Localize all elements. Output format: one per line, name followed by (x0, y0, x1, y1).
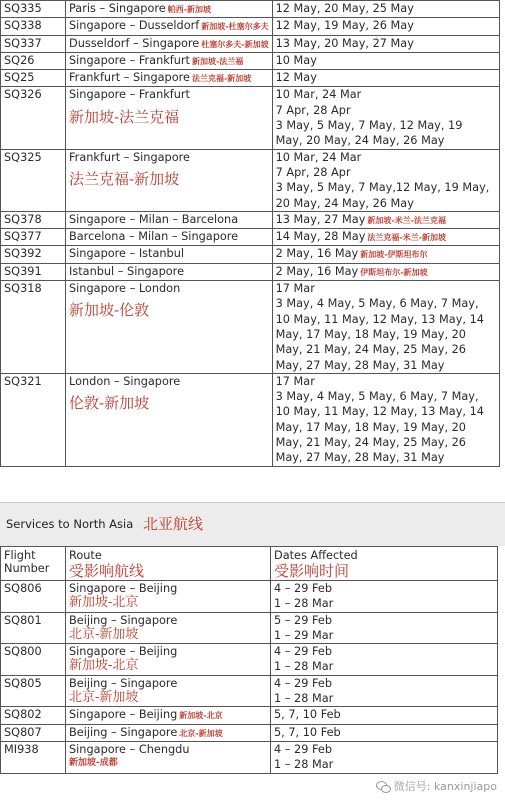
dates-cell (272, 149, 499, 211)
dates: 2 May, 16 May (275, 264, 359, 278)
route: Singapore – London (69, 282, 181, 296)
route-zh: 法兰克福-新加坡 (69, 169, 180, 188)
dates-cell (272, 281, 499, 374)
section-header-north-asia (0, 502, 505, 546)
route: Singapore – Frankfurt (69, 53, 190, 67)
flight-number: SQ806 (1, 581, 66, 613)
date-line: 4 – 29 Feb (274, 742, 332, 756)
dates-cell: 10 May (272, 52, 499, 69)
route-zh: 新加坡-北京 (69, 595, 139, 611)
route-zh: 帕西-新加坡 (167, 4, 212, 14)
table-row (1, 281, 500, 374)
route-zh: 伦敦-新加坡 (69, 394, 150, 413)
flight-number: SQ26 (1, 52, 66, 69)
route-zh: 新加坡-成都 (69, 758, 118, 769)
route-zh: 北京-新加坡 (69, 626, 139, 642)
wechat-icon (376, 781, 390, 792)
route-cell (66, 373, 273, 466)
route: London – Singapore (69, 374, 181, 388)
dates: 13 May, 27 May (275, 212, 366, 226)
route-cell (66, 281, 273, 374)
table-row (1, 52, 500, 69)
table-row (1, 263, 500, 280)
flight-number: SQ378 (1, 211, 66, 228)
route-zh: 新加坡-法兰克福 (69, 107, 180, 126)
dates-cell: 12 May, 19 May, 26 May (272, 18, 499, 35)
flight-number: SQ392 (1, 246, 66, 263)
flight-header (1, 547, 66, 581)
table-row (1, 373, 500, 466)
dates-header-zh: 受影响时间 (274, 562, 350, 580)
date-line: 3 May, 4 May, 5 May, 6 May, 7 May, (275, 297, 479, 311)
date-line: 1 – 28 Mar (274, 758, 334, 772)
date-line: 7 Apr, 28 Apr (275, 165, 351, 179)
flight-number: SQ338 (1, 18, 66, 35)
flight-number: SQ335 (1, 1, 66, 18)
date-line: 3 May, 5 May, 7 May,12 May, 19 May, (275, 181, 490, 195)
flight-number: SQ321 (1, 373, 66, 466)
watermark (376, 778, 497, 794)
table-header-row (1, 547, 498, 581)
route-cell (66, 644, 271, 676)
dates-cell: 5, 7, 10 Feb (271, 707, 498, 724)
date-line: 10 Mar, 24 Mar (275, 88, 362, 102)
date-line: 1 – 29 Mar (274, 628, 334, 642)
route-cell (66, 707, 271, 724)
date-line: 7 Apr, 28 Apr (275, 103, 351, 117)
flight-number: SQ377 (1, 229, 66, 246)
date-line: 1 – 28 Mar (274, 660, 334, 674)
route-cell (66, 149, 273, 211)
date-line: 1 – 28 Mar (274, 692, 334, 706)
table-row (1, 149, 500, 211)
route: Singapore – Beijing (69, 708, 178, 722)
route: Singapore – Dusseldorf (69, 19, 200, 33)
table-row (1, 229, 500, 246)
date-line: 5 – 29 Feb (274, 613, 332, 627)
section-title-zh: 北亚航线 (143, 515, 204, 533)
table-row (1, 70, 500, 87)
dates-cell (272, 87, 499, 149)
flight-header-l1: Flight (4, 549, 36, 562)
route-cell (66, 581, 271, 613)
route: Singapore – Istanbul (66, 246, 273, 263)
flight-number: SQ326 (1, 87, 66, 149)
date-line: 10 Mar, 24 Mar (275, 150, 362, 164)
dates-cell (272, 263, 499, 280)
table-row (1, 18, 500, 35)
route-zh: 伊斯坦布尔-新加坡 (360, 266, 428, 277)
table-row (1, 741, 498, 773)
table-row (1, 1, 500, 18)
flight-number: SQ318 (1, 281, 66, 374)
dates-cell (272, 229, 499, 246)
date-line: May, 27 May, 28 May, 31 May (275, 451, 445, 465)
route-zh: 杜塞尔多夫-新加坡 (201, 38, 269, 49)
dates-cell (272, 373, 499, 466)
route: Beijing – Singapore (69, 613, 178, 627)
table-row (1, 211, 500, 228)
date-line: May, 17 May, 18 May, 19 May, 20 (275, 420, 466, 434)
flight-number: SQ337 (1, 35, 66, 52)
date-line: May, 21 May, 24 May, 25 May, 26 (275, 436, 466, 450)
route-cell (66, 18, 273, 35)
north-asia-table (0, 546, 498, 774)
flight-number: SQ807 (1, 724, 66, 741)
date-line: 10 May, 11 May, 12 May, 13 May, 14 (275, 312, 484, 326)
date-line: May, 20 May, 24 May, 26 May (275, 134, 445, 148)
route: Dusseldorf – Singapore (69, 36, 200, 50)
route: Beijing – Singapore (69, 676, 178, 690)
route-cell (66, 675, 271, 707)
route-zh: 新加坡-北京 (179, 710, 223, 721)
dates-header (271, 547, 498, 581)
route: Frankfurt – Singapore (69, 150, 190, 164)
route-zh: 北京-新加坡 (69, 690, 139, 706)
route-cell (66, 612, 271, 644)
date-line: May, 17 May, 18 May, 19 May, 20 (275, 327, 466, 341)
route-zh: 新加坡-伦敦 (69, 301, 150, 320)
date-line: 17 Mar (275, 374, 315, 388)
dates-cell (272, 246, 499, 263)
route: Beijing – Singapore (69, 725, 178, 739)
date-line: May, 21 May, 24 May, 25 May, 26 (275, 343, 466, 357)
table-row (1, 87, 500, 149)
dates-cell (271, 581, 498, 613)
dates-cell (271, 741, 498, 773)
dates-header-label: Dates Affected (274, 549, 358, 562)
flight-number: SQ25 (1, 70, 66, 87)
table-row (1, 707, 498, 724)
table-row (1, 246, 500, 263)
dates: 2 May, 16 May (275, 247, 359, 261)
table-row (1, 644, 498, 676)
route-cell (66, 87, 273, 149)
route-header-label: Route (69, 549, 102, 562)
dates: 14 May, 28 May (275, 230, 366, 244)
route-zh: 新加坡-杜塞尔多夫 (201, 21, 269, 32)
flight-number: SQ391 (1, 263, 66, 280)
route: Singapore – Beijing (69, 645, 178, 659)
flight-number: SQ802 (1, 707, 66, 724)
flight-header-l2: Number (4, 562, 50, 575)
route-cell (66, 741, 271, 773)
dates-cell (271, 612, 498, 644)
flight-number: SQ805 (1, 675, 66, 707)
dates-cell (271, 644, 498, 676)
route: Paris – Singapore (69, 2, 166, 15)
table-row (1, 35, 500, 52)
dates-cell: 13 May, 20 May, 27 May (272, 35, 499, 52)
table-row (1, 581, 498, 613)
date-line: 3 May, 4 May, 5 May, 6 May, 7 May, (275, 390, 479, 404)
route: Singapore – Frankfurt (69, 88, 190, 102)
date-line: 10 May, 11 May, 12 May, 13 May, 14 (275, 405, 484, 419)
date-line: 4 – 29 Feb (274, 645, 332, 659)
route-cell (66, 35, 273, 52)
route: Singapore – Beijing (69, 582, 178, 595)
flight-number: SQ800 (1, 644, 66, 676)
dates-cell: 5, 7, 10 Feb (271, 724, 498, 741)
flight-number: SQ801 (1, 612, 66, 644)
route-zh: 新加坡-北京 (69, 658, 139, 674)
route-cell (66, 1, 273, 18)
route-zh: 法兰克福-米兰-新加坡 (367, 232, 447, 243)
date-line: 4 – 29 Feb (274, 676, 332, 690)
table-row (1, 724, 498, 741)
watermark-text: 微信号: kanxinjiapo (393, 780, 497, 793)
route: Barcelona – Milan – Singapore (66, 229, 273, 246)
date-line: 1 – 28 Mar (274, 597, 334, 611)
table-row (1, 675, 498, 707)
route: Frankfurt – Singapore (69, 71, 190, 85)
flight-number: MI938 (1, 741, 66, 773)
dates-cell: 12 May (272, 70, 499, 87)
date-line: 4 – 29 Feb (274, 582, 332, 595)
date-line: 3 May, 5 May, 7 May, 12 May, 19 (275, 119, 463, 133)
date-line: May, 27 May, 28 May, 31 May (275, 358, 445, 372)
route-zh: 新加坡-伊斯坦布尔 (360, 249, 428, 260)
dates-cell (272, 211, 499, 228)
route-cell (66, 52, 273, 69)
route-header-zh: 受影响航线 (69, 562, 145, 580)
route: Istanbul – Singapore (66, 263, 273, 280)
route: Singapore – Milan – Barcelona (66, 211, 273, 228)
table-row (1, 612, 498, 644)
flight-number: SQ325 (1, 149, 66, 211)
dates-cell: 12 May, 20 May, 25 May (272, 1, 499, 18)
date-line: 20 May, 24 May, 26 May (275, 196, 414, 210)
route-cell (66, 70, 273, 87)
section-title: Services to North Asia (6, 517, 134, 531)
route: Singapore – Chengdu (69, 742, 190, 756)
dates-cell (271, 675, 498, 707)
route-header (66, 547, 271, 581)
route-zh: 法兰克福-新加坡 (191, 73, 252, 84)
route-zh: 北京-新加坡 (179, 727, 223, 738)
route-zh: 新加坡-法兰福 (191, 55, 244, 66)
route-zh: 新加坡-米兰-法兰克福 (367, 214, 447, 225)
date-line: 17 Mar (275, 282, 315, 296)
route-cell (66, 724, 271, 741)
